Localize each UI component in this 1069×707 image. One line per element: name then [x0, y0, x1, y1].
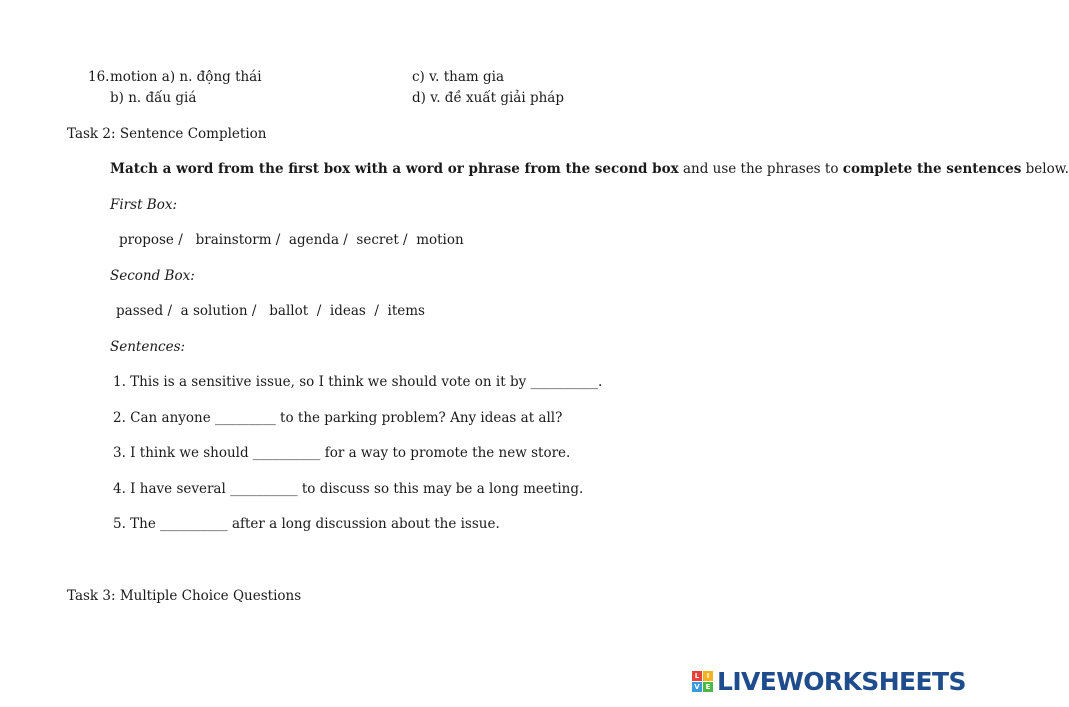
sentence-2: 2. Can anyone _________ to the parking problem? Any ideas at all? — [113, 410, 563, 426]
second-box-words: passed / a solution / ballot / ideas / items — [116, 303, 425, 319]
vocab-option-c: c) v. tham gia — [412, 69, 504, 85]
second-box-label: Second Box: — [110, 268, 195, 284]
logo-tile-l: L — [692, 671, 702, 681]
liveworksheets-logo-text[interactable]: LIVEWORKSHEETS — [717, 667, 966, 696]
logo-tile-v: V — [692, 682, 702, 692]
instruction-bold-part1: Match a word from the first box with a word or phrase from the second box — [110, 161, 679, 177]
logo-tile-e: E — [703, 682, 713, 692]
sentence-1: 1. This is a sensitive issue, so I think we should vote on it by __________. — [113, 374, 603, 390]
liveworksheets-logo-icon — [692, 671, 714, 693]
sentence-3: 3. I think we should __________ for a way to promote the new store. — [113, 445, 571, 461]
sentences-label: Sentences: — [110, 339, 186, 355]
first-box-label: First Box: — [110, 197, 177, 213]
task2-heading: Task 2: Sentence Completion — [67, 126, 267, 142]
vocab-option-d: d) v. đề xuất giải pháp — [412, 90, 564, 106]
sentence-4: 4. I have several __________ to discuss so this may be a long meeting. — [113, 481, 584, 497]
logo-tile-i: I — [703, 671, 713, 681]
vocab-option-b: b) n. đấu giá — [110, 90, 197, 106]
task3-heading: Task 3: Multiple Choice Questions — [67, 588, 302, 604]
task2-instruction — [110, 161, 1069, 178]
sentence-5: 5. The __________ after a long discussion about the issue. — [113, 516, 500, 532]
instruction-bold-part2: complete the sentences — [842, 161, 1022, 177]
instruction-end: below. — [1021, 161, 1069, 177]
vocab-word-option-a: motion a) n. động thái — [110, 69, 262, 85]
first-box-words: propose / brainstorm / agenda / secret / motion — [119, 232, 464, 248]
instruction-middle: and use the phrases to — [678, 161, 843, 177]
vocab-number: 16. — [88, 69, 110, 85]
